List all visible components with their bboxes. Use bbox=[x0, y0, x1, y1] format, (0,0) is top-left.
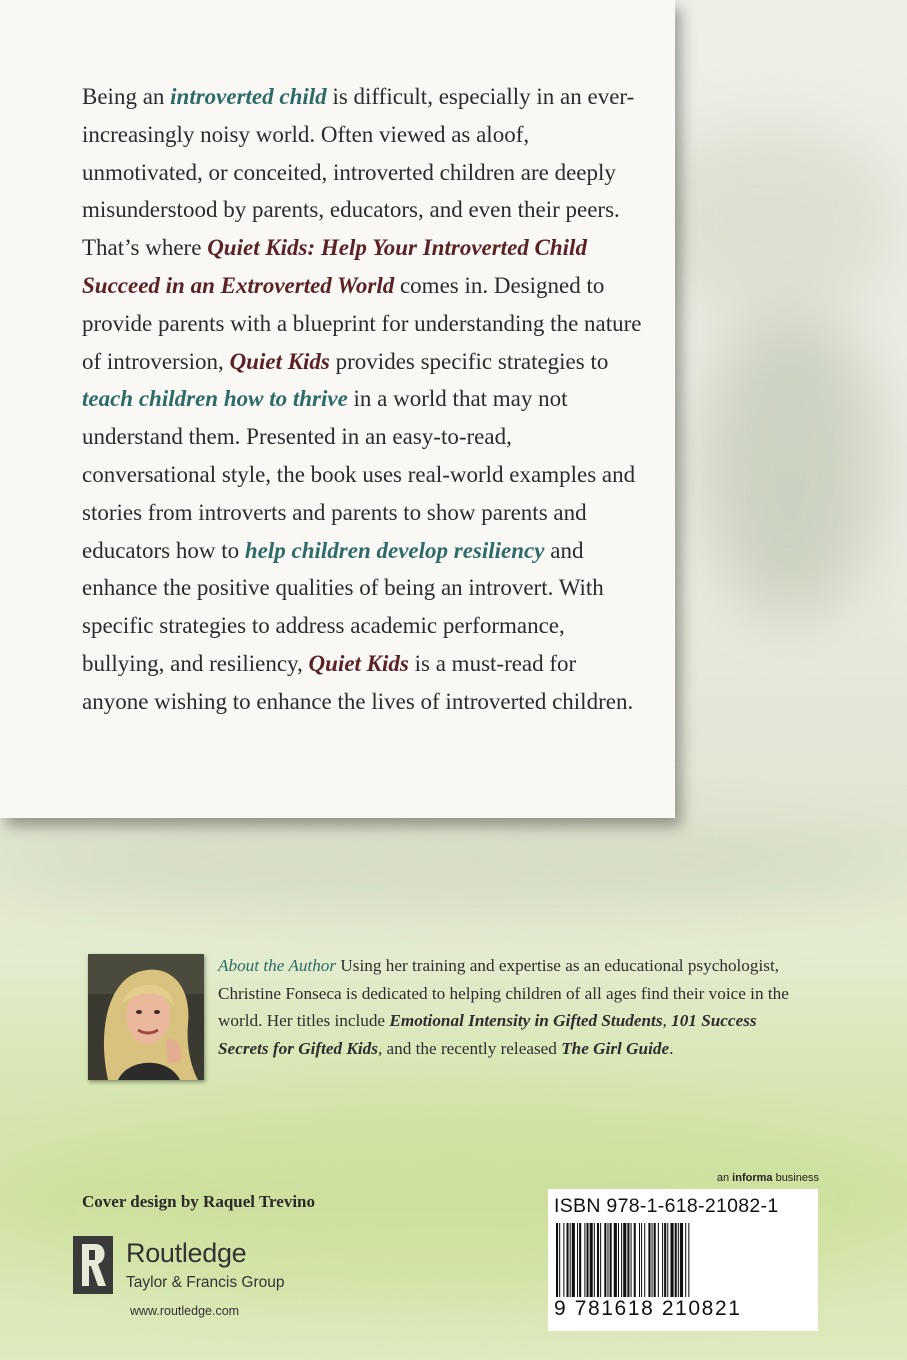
barcode-bar bbox=[572, 1223, 575, 1297]
barcode-bar bbox=[621, 1223, 622, 1297]
book-title-short: Quiet Kids bbox=[229, 348, 330, 374]
barcode-bar bbox=[680, 1223, 683, 1297]
publisher-name: Routledge bbox=[126, 1238, 247, 1268]
barcode-bar bbox=[579, 1223, 581, 1297]
barcode-bar bbox=[584, 1223, 585, 1297]
barcode-bar bbox=[607, 1223, 608, 1297]
blurb-text: Being an bbox=[82, 84, 171, 109]
barcode-bar bbox=[563, 1223, 564, 1297]
barcode-bar bbox=[600, 1223, 601, 1297]
author-book-title: Emotional Intensity in Gifted Students bbox=[389, 1011, 663, 1030]
barcode-bar bbox=[641, 1223, 642, 1297]
blurb-highlight: teach children how to thrive bbox=[82, 386, 348, 412]
barcode-bar bbox=[567, 1223, 569, 1297]
barcode-bar bbox=[559, 1223, 560, 1297]
barcode-bar bbox=[577, 1223, 578, 1297]
blurb-highlight: introverted child bbox=[170, 84, 327, 109]
blurb-text: in a world that may not understand them. Presented in an easy-to-read, conversational style, the book uses real-world examples and stories from introverts and parents to show parents and educators how to bbox=[82, 386, 636, 563]
barcode-bar bbox=[654, 1223, 656, 1297]
book-title-full: Quiet Kids: Help Your Introverted Child Succeed in an Extroverted World bbox=[82, 235, 587, 298]
barcode-bar bbox=[675, 1223, 677, 1297]
barcode-bar bbox=[670, 1223, 673, 1297]
author-photo bbox=[88, 954, 204, 1080]
informa-prefix: an bbox=[716, 1172, 733, 1184]
author-book-title: 101 Success Secrets for Gifted Kids bbox=[218, 1011, 757, 1058]
barcode-bar bbox=[685, 1223, 686, 1297]
barcode-bar bbox=[648, 1223, 650, 1297]
author-bio-text: , and the recently released bbox=[377, 1038, 562, 1058]
barcode-bar bbox=[634, 1223, 636, 1297]
blurb-text: comes in. Designed to provide parents with a blueprint for understanding the nature of introversion, bbox=[82, 272, 642, 374]
barcode-bar bbox=[678, 1223, 679, 1297]
barcode-bars bbox=[554, 1223, 812, 1297]
barcode-bar bbox=[610, 1223, 612, 1297]
author-bio-text: . bbox=[669, 1038, 674, 1058]
barcode-box bbox=[548, 1189, 818, 1331]
barcode-bar bbox=[662, 1223, 663, 1297]
blurb-text: and enhance the positive qualities of being an introvert. With specific strategies to address academic performance, bullying, and resiliency, bbox=[82, 537, 604, 676]
barcode-bar bbox=[688, 1223, 689, 1297]
barcode-bar bbox=[627, 1223, 629, 1297]
publisher-website[interactable]: www.routledge.com bbox=[130, 1304, 240, 1318]
barcode-digits: 9 781618 210821 bbox=[554, 1297, 742, 1320]
isbn-label: ISBN 978-1-618-21082-1 bbox=[554, 1195, 779, 1217]
informa-suffix: business bbox=[772, 1172, 819, 1184]
author-bio-text: Using her training and expertise as an educational psychologist, Christine Fonseca is dedicated to helping children of all ages find their voice in the world. Her titles include bbox=[218, 956, 789, 1030]
publisher-group: Taylor & Francis Group bbox=[126, 1274, 285, 1291]
barcode-bar bbox=[667, 1223, 668, 1297]
about-the-author bbox=[218, 952, 798, 1062]
informa-business-tag bbox=[717, 1172, 819, 1184]
informa-brand: informa bbox=[732, 1172, 773, 1184]
book-description bbox=[82, 78, 642, 721]
blurb-text: is a must-read for anyone wishing to enhance the lives of introverted children. bbox=[82, 650, 634, 714]
barcode-bar bbox=[652, 1223, 653, 1297]
book-title-short: Quiet Kids bbox=[308, 650, 409, 676]
author-bio-text: , bbox=[662, 1011, 672, 1030]
barcode-bar bbox=[556, 1223, 558, 1297]
barcode-bar bbox=[664, 1223, 666, 1297]
barcode-bar bbox=[604, 1223, 606, 1297]
barcode-bar bbox=[597, 1223, 599, 1297]
blurb-panel bbox=[0, 0, 675, 818]
background-foliage bbox=[700, 300, 880, 620]
barcode-bar bbox=[570, 1223, 571, 1297]
blurb-text: is difficult, especially in an ever-increasingly noisy world. Often viewed as aloof, unmotivated, or conceited, introverted children are deeply misunderstood by parents, educators, and even their peers. That’s where bbox=[82, 84, 635, 261]
routledge-logo-icon bbox=[70, 1234, 116, 1296]
barcode-bar bbox=[623, 1223, 626, 1297]
background-foliage bbox=[640, 120, 900, 320]
barcode-bar bbox=[590, 1223, 593, 1297]
about-the-author-heading: About the Author bbox=[218, 956, 337, 975]
blurb-highlight: help children develop resiliency bbox=[244, 537, 545, 563]
background-hedge bbox=[0, 820, 907, 910]
barcode-bar bbox=[614, 1223, 617, 1297]
barcode-bar bbox=[658, 1223, 659, 1297]
author-book-title: The Girl Guide bbox=[561, 1038, 670, 1058]
barcode-bar bbox=[631, 1223, 632, 1297]
barcode-bar bbox=[644, 1223, 645, 1297]
cover-design-credit: Cover design by Raquel Trevino bbox=[82, 1192, 315, 1211]
blurb-text: provides specific strategies to bbox=[329, 348, 609, 374]
barcode-bar bbox=[618, 1223, 619, 1297]
barcode-bar bbox=[586, 1223, 588, 1297]
barcode-bar bbox=[594, 1223, 595, 1297]
barcode-bar bbox=[639, 1223, 640, 1297]
